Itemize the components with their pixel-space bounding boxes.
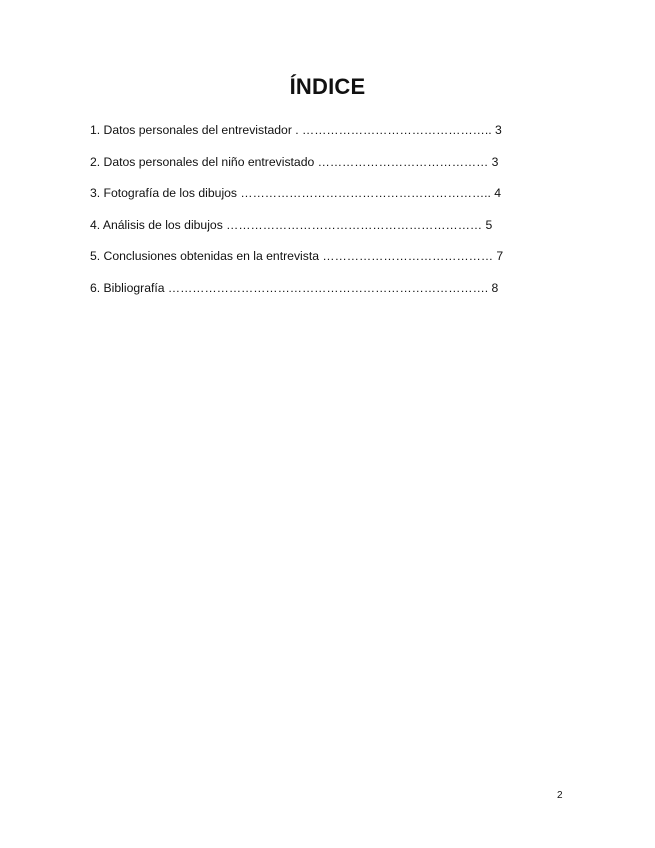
toc-entry-conclusiones: 5. Conclusiones obtenidas en la entrevista …………………………………… 7 xyxy=(90,249,504,263)
toc-entry-bibliografia: 6. Bibliografía ……………………………………………………………………. 8 xyxy=(90,280,499,295)
page-title: ÍNDICE xyxy=(289,74,366,99)
table-of-contents xyxy=(90,122,540,311)
toc-entry-analisis-dibujos: 4. Análisis de los dibujos ……………………………………………………… 5 xyxy=(90,217,493,232)
toc-entry-fotografia-dibujos: 3. Fotografía de los dibujos …………………………………………………….. 4 xyxy=(90,186,502,200)
page-number: 2 xyxy=(557,790,563,801)
toc-entry-datos-entrevistador: 1. Datos personales del entrevistador . ……………………………………….. 3 xyxy=(90,123,502,137)
toc-entry-datos-nino: 2. Datos personales del niño entrevistado …………………………………… 3 xyxy=(90,154,499,169)
